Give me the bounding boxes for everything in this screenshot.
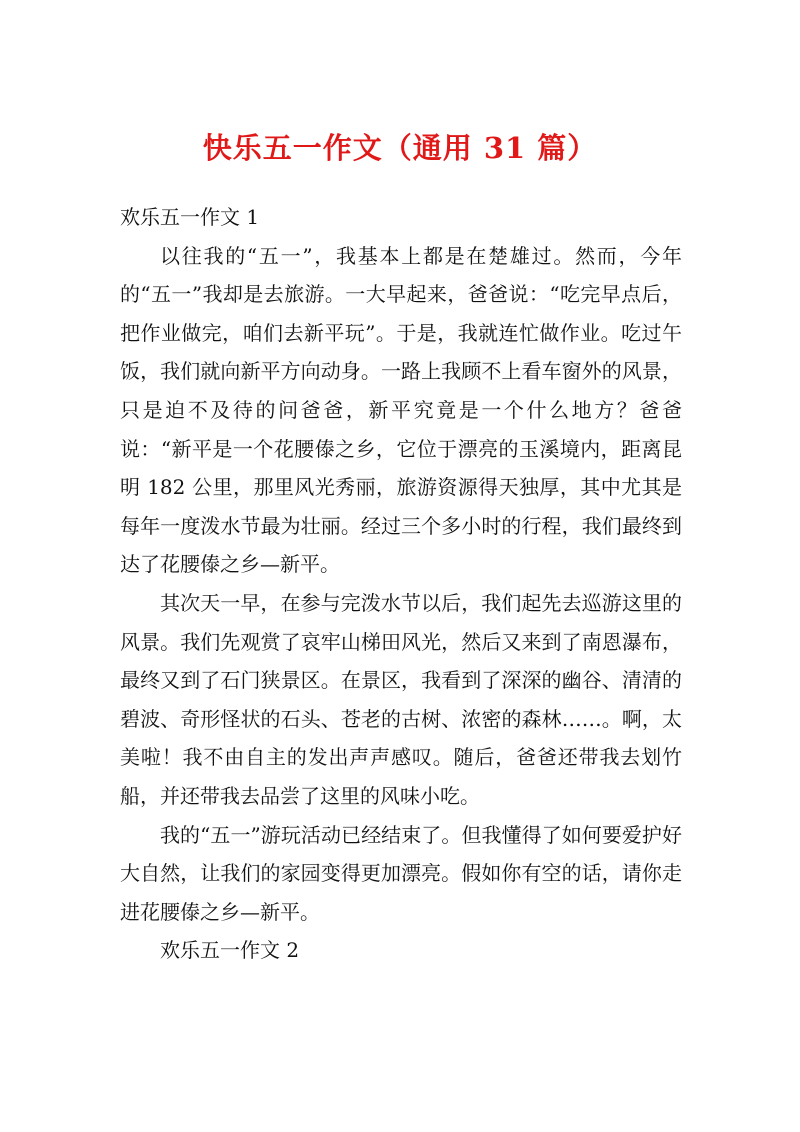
document-body xyxy=(120,198,682,970)
essay-paragraph: 其次天一早，在参与完泼水节以后，我们起先去巡游这里的风景。我们先观赏了哀牢山梯田风光，然后又来到了南恩瀑布，最终又到了石门狭景区。在景区，我看到了深深的幽谷、清清的碧波、奇形怪状的石头、苍老的古树、浓密的森林……。啊，太美啦！我不由自主的发出声声感叹。随后，爸爸还带我去划竹船，并还带我去品尝了这里的风味小吃。 xyxy=(120,590,682,808)
essay-heading: 欢乐五一作文 2 xyxy=(160,938,300,963)
essay-paragraph: 我的“五一”游玩活动已经结束了。但我懂得了如何要爱护好大自然，让我们的家园变得更加漂亮。假如你有空的话，请你走进花腰傣之乡—新平。 xyxy=(120,822,682,924)
essay-section-2 xyxy=(120,931,682,970)
essay-paragraph: 以往我的“五一”，我基本上都是在楚雄过。然而，今年的“五一”我却是去旅游。一大早起来，爸爸说：“吃完早点后，把作业做完，咱们去新平玩”。于是，我就连忙做作业。吃过午饭，我们就向新平方向动身。一路上我顾不上看车窗外的风景，只是迫不及待的问爸爸，新平究竟是一个什么地方？爸爸说：“新平是一个花腰傣之乡，它位于漂亮的玉溪境内，距离昆明 182 公里，那里风光秀丽，旅游资源得天独厚，其中尤其是每年一度泼水节最为壮丽。经过三个多小时的行程，我们最终到达了花腰傣之乡—新平。 xyxy=(120,243,682,577)
essay-section-1 xyxy=(120,198,682,931)
essay-heading: 欢乐五一作文 1 xyxy=(120,205,260,229)
page-title: 快乐五一作文（通用 31 篇） xyxy=(202,131,598,165)
